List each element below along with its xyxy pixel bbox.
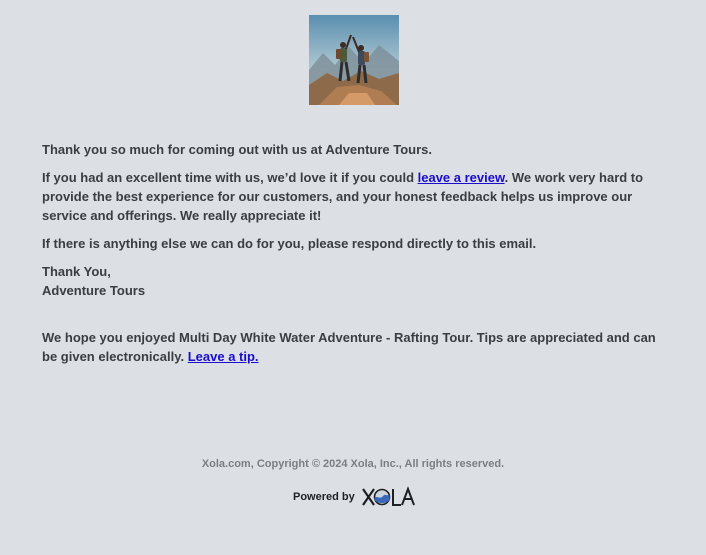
signature-name: Adventure Tours: [42, 283, 146, 298]
review-text-after: . We work very hard to provide the best experience for our customers, and your honest feedback helps us improve our service and offerings. We really appreciate it!: [42, 170, 644, 223]
review-text-before: If you had an excellent time with us, we’d love it if you could: [42, 170, 418, 185]
contact-line: If there is anything else we can do for you, please respond directly to this email.: [42, 236, 537, 251]
copyright-footer: Xola.com, Copyright © 2024 Xola, Inc., All rights reserved.: [201, 458, 505, 470]
hero-image: [309, 15, 399, 105]
leave-tip-link[interactable]: Leave a tip.: [187, 349, 259, 364]
xola-logo: [361, 486, 417, 508]
email-body: [42, 140, 664, 375]
thank-you-line: Thank you so much for coming out with us at Adventure Tours.: [42, 142, 433, 157]
tip-text: We hope you enjoyed Multi Day White Water Adventure - Rafting Tour. Tips are appreciated and can be given electronically.: [42, 330, 656, 364]
tip-paragraph: [42, 328, 664, 366]
review-paragraph: [42, 168, 664, 225]
powered-by[interactable]: [293, 485, 417, 509]
leave-review-link[interactable]: leave a review: [417, 170, 505, 185]
powered-by-label: Powered by: [293, 491, 355, 503]
signoff: Thank You,: [42, 264, 111, 279]
signature-block: [42, 262, 664, 300]
